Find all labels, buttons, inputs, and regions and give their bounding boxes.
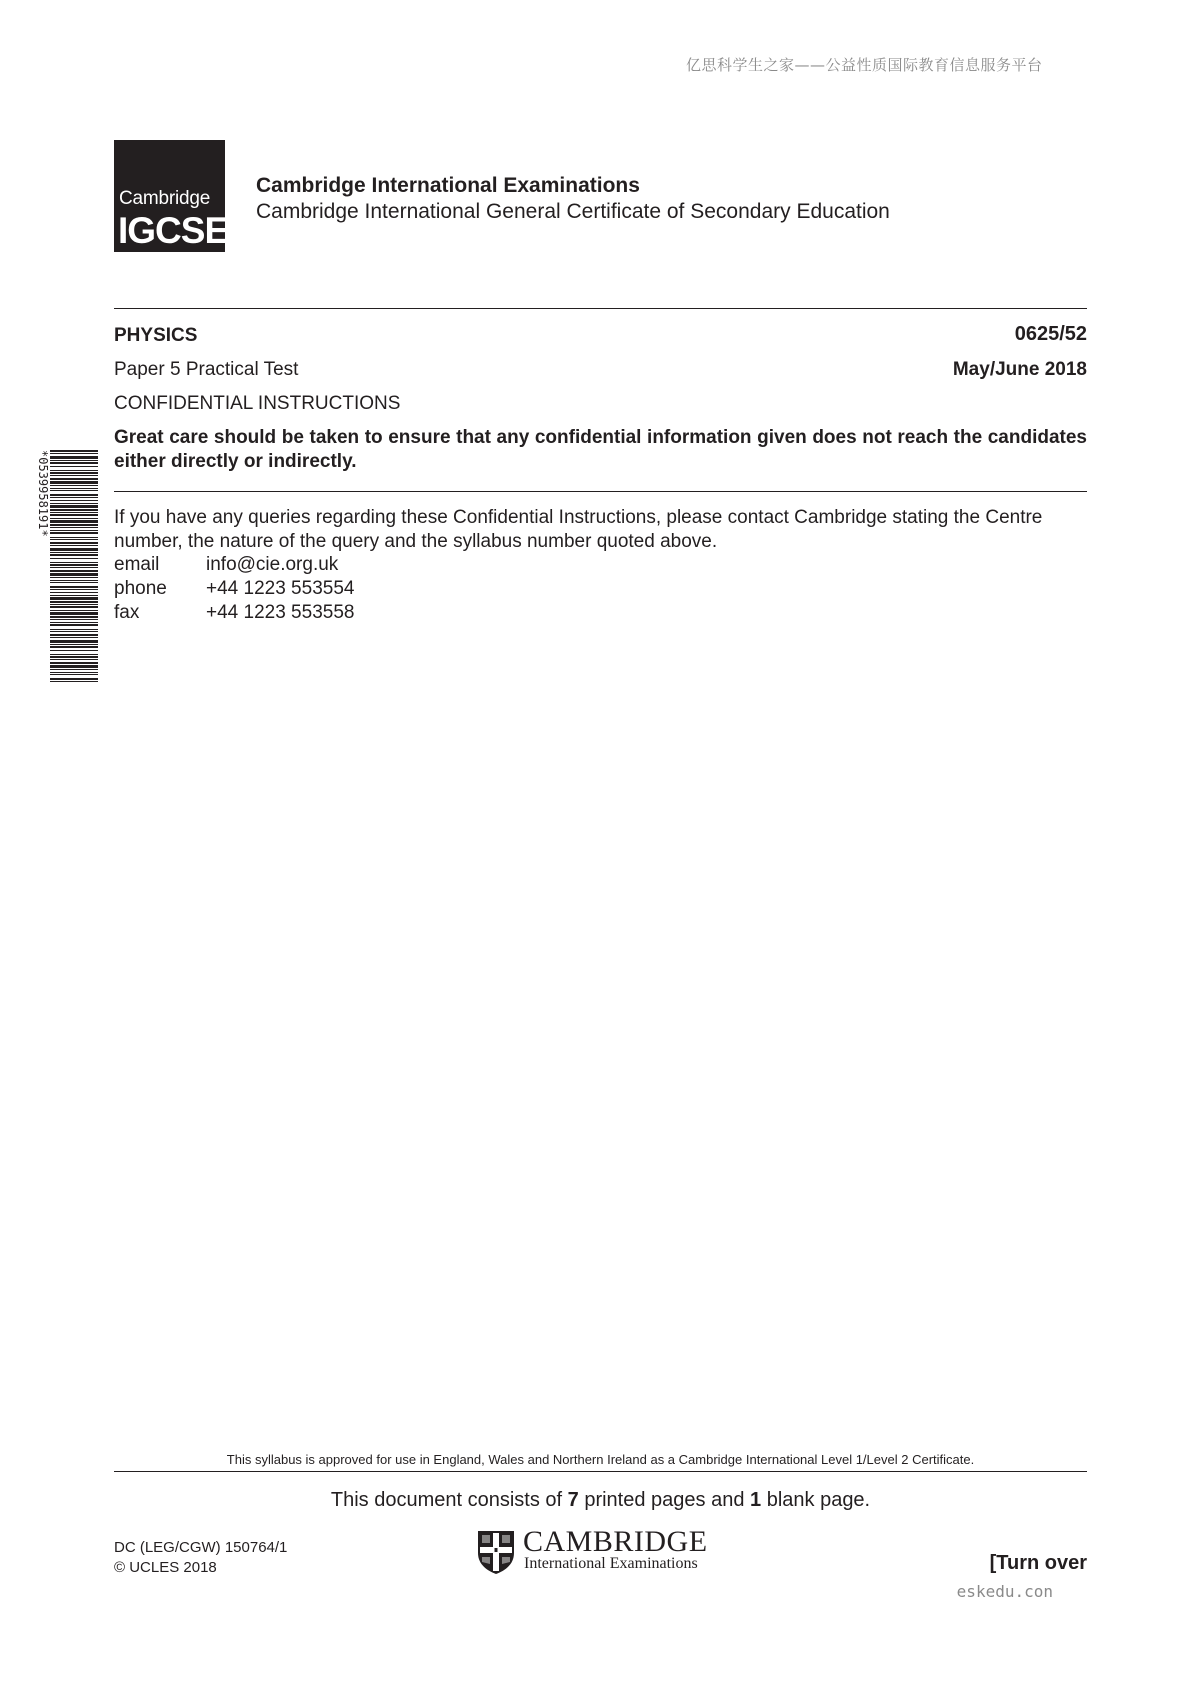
contact-value: +44 1223 553554 [206,578,355,599]
logo-line-cambridge: Cambridge [119,188,211,209]
turn-over: [Turn over [989,1552,1087,1574]
blank-pages-count: 1 [750,1489,762,1511]
cambridge-wordmark: CAMBRIDGE [523,1525,708,1558]
document-codes [114,1538,287,1578]
watermark-bottom: eskedu.con [956,1582,1053,1601]
paper-code: 0625/52 [1014,323,1087,345]
watermark-top: 亿思科学生之家——公益性质国际教育信息服务平台 [686,56,1043,74]
printed-pages-count: 7 [567,1489,579,1511]
page-count-post: blank page. [761,1489,871,1511]
contact-label: phone [114,578,167,599]
barcode-icon [50,450,98,682]
contact-label: fax [114,602,140,623]
divider-footer [114,1471,1087,1472]
paper-name: Paper 5 Practical Test [114,359,299,380]
contact-value: info@cie.org.uk [206,554,339,575]
dc-code: DC (LEG/CGW) 150764/1 [114,1539,288,1556]
barcode-digits: *0539958191* [36,450,50,537]
logo-line-igcse: IGCSE [118,210,229,251]
cambridge-wordmark-sub: International Examinations [524,1555,698,1572]
confidential-heading: CONFIDENTIAL INSTRUCTIONS [114,393,401,414]
care-notice: Great care should be taken to ensure that any confidential information given does not reach the candidates either directly or indirectly. [114,427,1087,472]
divider-middle [114,491,1087,492]
queries-text: If you have any queries regarding these Confidential Instructions, please contact Cambridge stating the Centre number, the nature of the query and the syllabus number quoted above. [114,507,1043,552]
contact-value: +44 1223 553558 [206,602,355,623]
contact-phone [114,578,354,600]
divider-top [114,308,1087,309]
page-count-mid: printed pages and [578,1489,751,1511]
subject-title: PHYSICS [114,325,198,346]
copyright: © UCLES 2018 [114,1559,217,1576]
approval-note: This syllabus is approved for use in England, Wales and Northern Ireland as a Cambridge International Level 1/Level 2 Certificate. [226,1452,975,1467]
exam-session: May/June 2018 [952,359,1087,380]
org-subtitle: Cambridge International General Certificate of Secondary Education [256,200,890,223]
contact-email [114,554,338,576]
contact-label: email [114,554,160,575]
org-title: Cambridge International Examinations [256,174,640,197]
page-count-note [114,1489,1087,1512]
page-count-pre: This document consists of [330,1489,568,1511]
cambridge-crest-icon [476,1529,516,1575]
contact-fax [114,602,354,624]
igcse-logo [114,140,229,252]
